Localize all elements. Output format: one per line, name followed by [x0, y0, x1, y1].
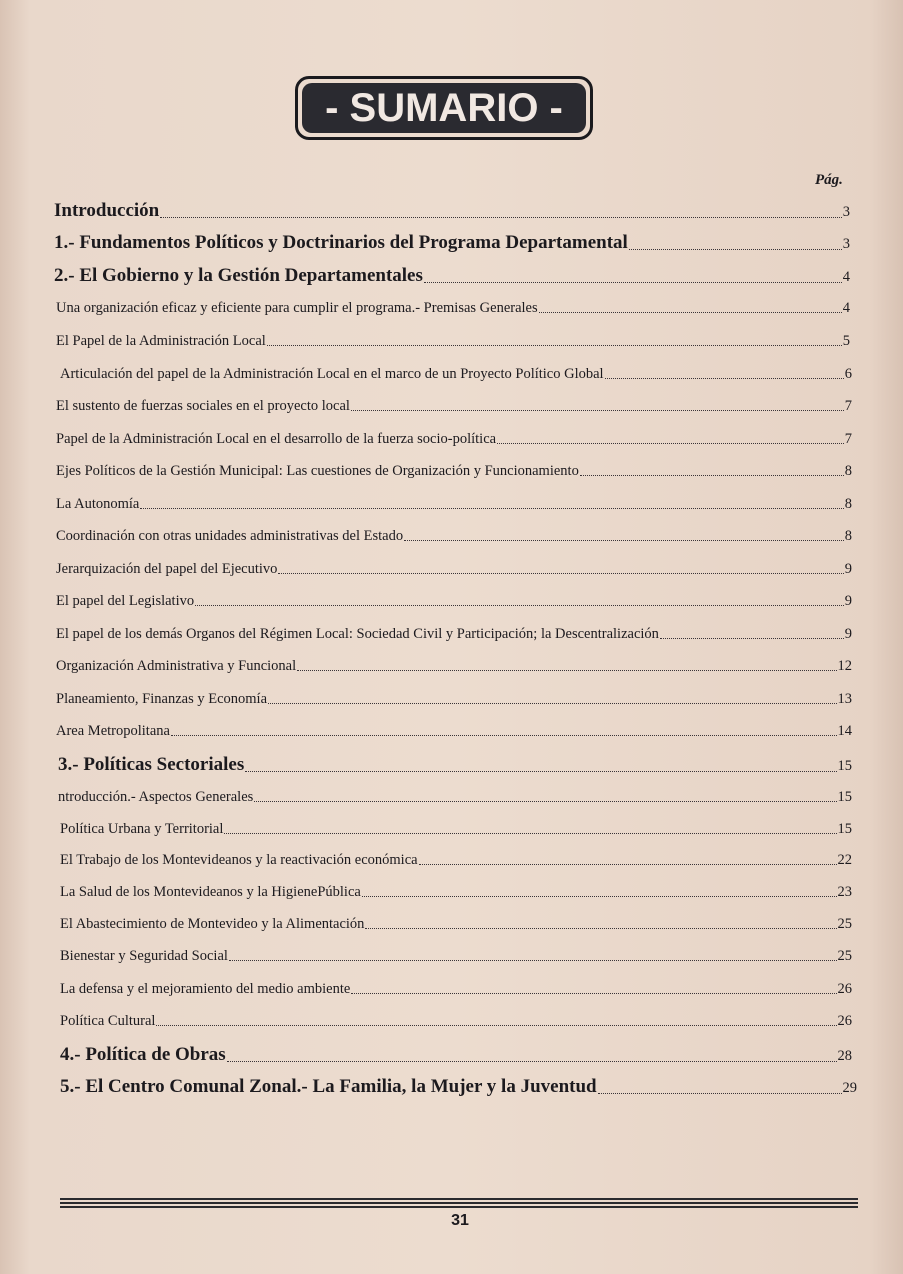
toc-entry-page: 22 — [837, 852, 852, 868]
toc-entry — [60, 1044, 852, 1066]
dot-leader — [404, 540, 844, 541]
toc-entry — [56, 333, 850, 350]
dot-leader — [227, 1061, 837, 1062]
toc-entry-page: 29 — [842, 1080, 857, 1096]
toc-entry-label: 5.- El Centro Comunal Zonal.- La Familia, la Mujer y la Juventud — [60, 1076, 597, 1097]
toc-entry-label: ntroducción.- Aspectos Generales — [58, 789, 254, 805]
toc-entry — [56, 463, 852, 480]
dot-leader — [629, 249, 842, 250]
toc-entry-page: 4 — [842, 300, 850, 316]
toc-entry-page: 8 — [844, 463, 852, 479]
dot-leader — [605, 378, 844, 379]
toc-entry-page: 9 — [844, 626, 852, 642]
toc-entry-label: Area Metropolitana — [56, 723, 170, 739]
toc-entry-label: La Autonomía — [56, 496, 140, 512]
toc-entry — [56, 561, 852, 578]
footer-rule — [60, 1198, 858, 1210]
dot-leader — [351, 410, 844, 411]
toc-entry — [60, 981, 852, 998]
toc-entry-label: Jerarquización del papel del Ejecutivo — [56, 561, 278, 577]
dot-leader — [245, 771, 836, 772]
toc-entry-page: 5 — [842, 333, 850, 349]
page-column-label: Pág. — [815, 172, 843, 188]
toc-entry — [60, 852, 852, 869]
dot-leader — [195, 605, 844, 606]
toc-entry — [54, 200, 850, 222]
toc-entry — [60, 821, 852, 838]
toc-entry-page: 4 — [842, 269, 850, 285]
dot-leader — [224, 833, 836, 834]
toc-entry — [56, 398, 852, 415]
toc-entry-page: 15 — [837, 821, 852, 837]
toc-entry-label: Organización Administrativa y Funcional — [56, 658, 297, 674]
toc-entry — [60, 948, 852, 965]
toc-entry-label: El sustento de fuerzas sociales en el proyecto local — [56, 398, 350, 414]
toc-entry-page: 23 — [837, 884, 852, 900]
dot-leader — [267, 345, 842, 346]
toc-entry-page: 7 — [844, 431, 852, 447]
toc-entry-label: Coordinación con otras unidades administrativas del Estado — [56, 528, 404, 544]
toc-entry-page: 25 — [837, 948, 852, 964]
toc-entry-page: 14 — [837, 723, 852, 739]
toc-entry — [60, 884, 852, 901]
toc-entry-page: 7 — [844, 398, 852, 414]
dot-leader — [539, 312, 842, 313]
dot-leader — [297, 670, 836, 671]
dot-leader — [254, 801, 836, 802]
toc-entry-label: 4.- Política de Obras — [60, 1044, 226, 1065]
toc-entry — [56, 626, 852, 643]
toc-entry-label: El Trabajo de los Montevideanos y la reactivación económica — [60, 852, 418, 868]
toc-entry-label: El papel del Legislativo — [56, 593, 195, 609]
toc-entry-label: El papel de los demás Organos del Régimen Local: Sociedad Civil y Participación; la Descentralización — [56, 626, 659, 642]
page-title: - SUMARIO - — [302, 83, 586, 133]
toc-entry — [58, 754, 852, 776]
dot-leader — [171, 735, 837, 736]
dot-leader — [268, 703, 836, 704]
toc-entry — [56, 723, 852, 740]
toc-entry-label: Articulación del papel de la Administración Local en el marco de un Proyecto Político Global — [60, 366, 604, 382]
dot-leader — [362, 896, 837, 897]
toc-entry-label: 2.- El Gobierno y la Gestión Departamentales — [54, 265, 423, 286]
toc-entry — [60, 1076, 857, 1098]
toc-entry-page: 26 — [837, 1013, 852, 1029]
dot-leader — [580, 475, 844, 476]
toc-entry — [60, 1013, 852, 1030]
dot-leader — [156, 1025, 836, 1026]
dot-leader — [660, 638, 844, 639]
toc-entry-label: Política Urbana y Territorial — [60, 821, 224, 837]
toc-entry — [56, 528, 852, 545]
dot-leader — [229, 960, 837, 961]
dot-leader — [365, 928, 836, 929]
toc-entry — [60, 916, 852, 933]
toc-entry — [54, 232, 850, 254]
title-frame — [295, 76, 593, 140]
dot-leader — [140, 508, 843, 509]
toc-entry-page: 15 — [837, 789, 852, 805]
toc-entry — [56, 300, 850, 317]
toc-entry-page: 3 — [842, 236, 850, 252]
dot-leader — [497, 443, 844, 444]
toc-entry-label: Una organización eficaz y eficiente para cumplir el programa.- Premisas Generales — [56, 300, 538, 316]
toc-entry-page: 6 — [844, 366, 852, 382]
toc-entry-page: 8 — [844, 496, 852, 512]
toc-entry-label: 3.- Políticas Sectoriales — [58, 754, 245, 775]
dot-leader — [598, 1093, 842, 1094]
toc-entry-page: 13 — [837, 691, 852, 707]
toc-entry-label: Introducción — [54, 200, 160, 221]
toc-entry-label: El Abastecimiento de Montevideo y la Alimentación — [60, 916, 365, 932]
toc-entry-label: La defensa y el mejoramiento del medio ambiente — [60, 981, 351, 997]
toc-entry-label: 1.- Fundamentos Políticos y Doctrinarios del Programa Departamental — [54, 232, 628, 253]
toc-entry-label: El Papel de la Administración Local — [56, 333, 266, 349]
toc-entry-label: Papel de la Administración Local en el desarrollo de la fuerza socio-política — [56, 431, 497, 447]
toc-entry-label: Ejes Políticos de la Gestión Municipal: Las cuestiones de Organización y Funcionamiento — [56, 463, 579, 479]
dot-leader — [278, 573, 843, 574]
dot-leader — [351, 993, 836, 994]
toc-entry — [56, 496, 852, 513]
toc-entry-page: 9 — [844, 561, 852, 577]
toc-entry — [56, 593, 852, 610]
toc-entry-page: 25 — [837, 916, 852, 932]
toc-entry-page: 28 — [837, 1048, 852, 1064]
toc-entry — [54, 265, 850, 287]
toc-entry — [58, 789, 852, 806]
toc-entry — [56, 431, 852, 448]
toc-entry-label: La Salud de los Montevideanos y la HigienePública — [60, 884, 361, 900]
toc-entry-page: 26 — [837, 981, 852, 997]
toc-entry-page: 12 — [837, 658, 852, 674]
dot-leader — [419, 864, 837, 865]
toc-entry-label: Planeamiento, Finanzas y Economía — [56, 691, 268, 707]
toc-entry-page: 3 — [842, 204, 850, 220]
toc-entry-page: 9 — [844, 593, 852, 609]
toc-entry-label: Bienestar y Seguridad Social — [60, 948, 228, 964]
toc-entry — [56, 658, 852, 675]
toc-entry — [60, 366, 852, 383]
toc-entry-page: 8 — [844, 528, 852, 544]
toc-entry-page: 15 — [837, 758, 852, 774]
toc-entry-label: Política Cultural — [60, 1013, 156, 1029]
dot-leader — [160, 217, 842, 218]
toc-entry — [56, 691, 852, 708]
footer-page-number: 31 — [451, 1212, 469, 1229]
dot-leader — [424, 282, 842, 283]
